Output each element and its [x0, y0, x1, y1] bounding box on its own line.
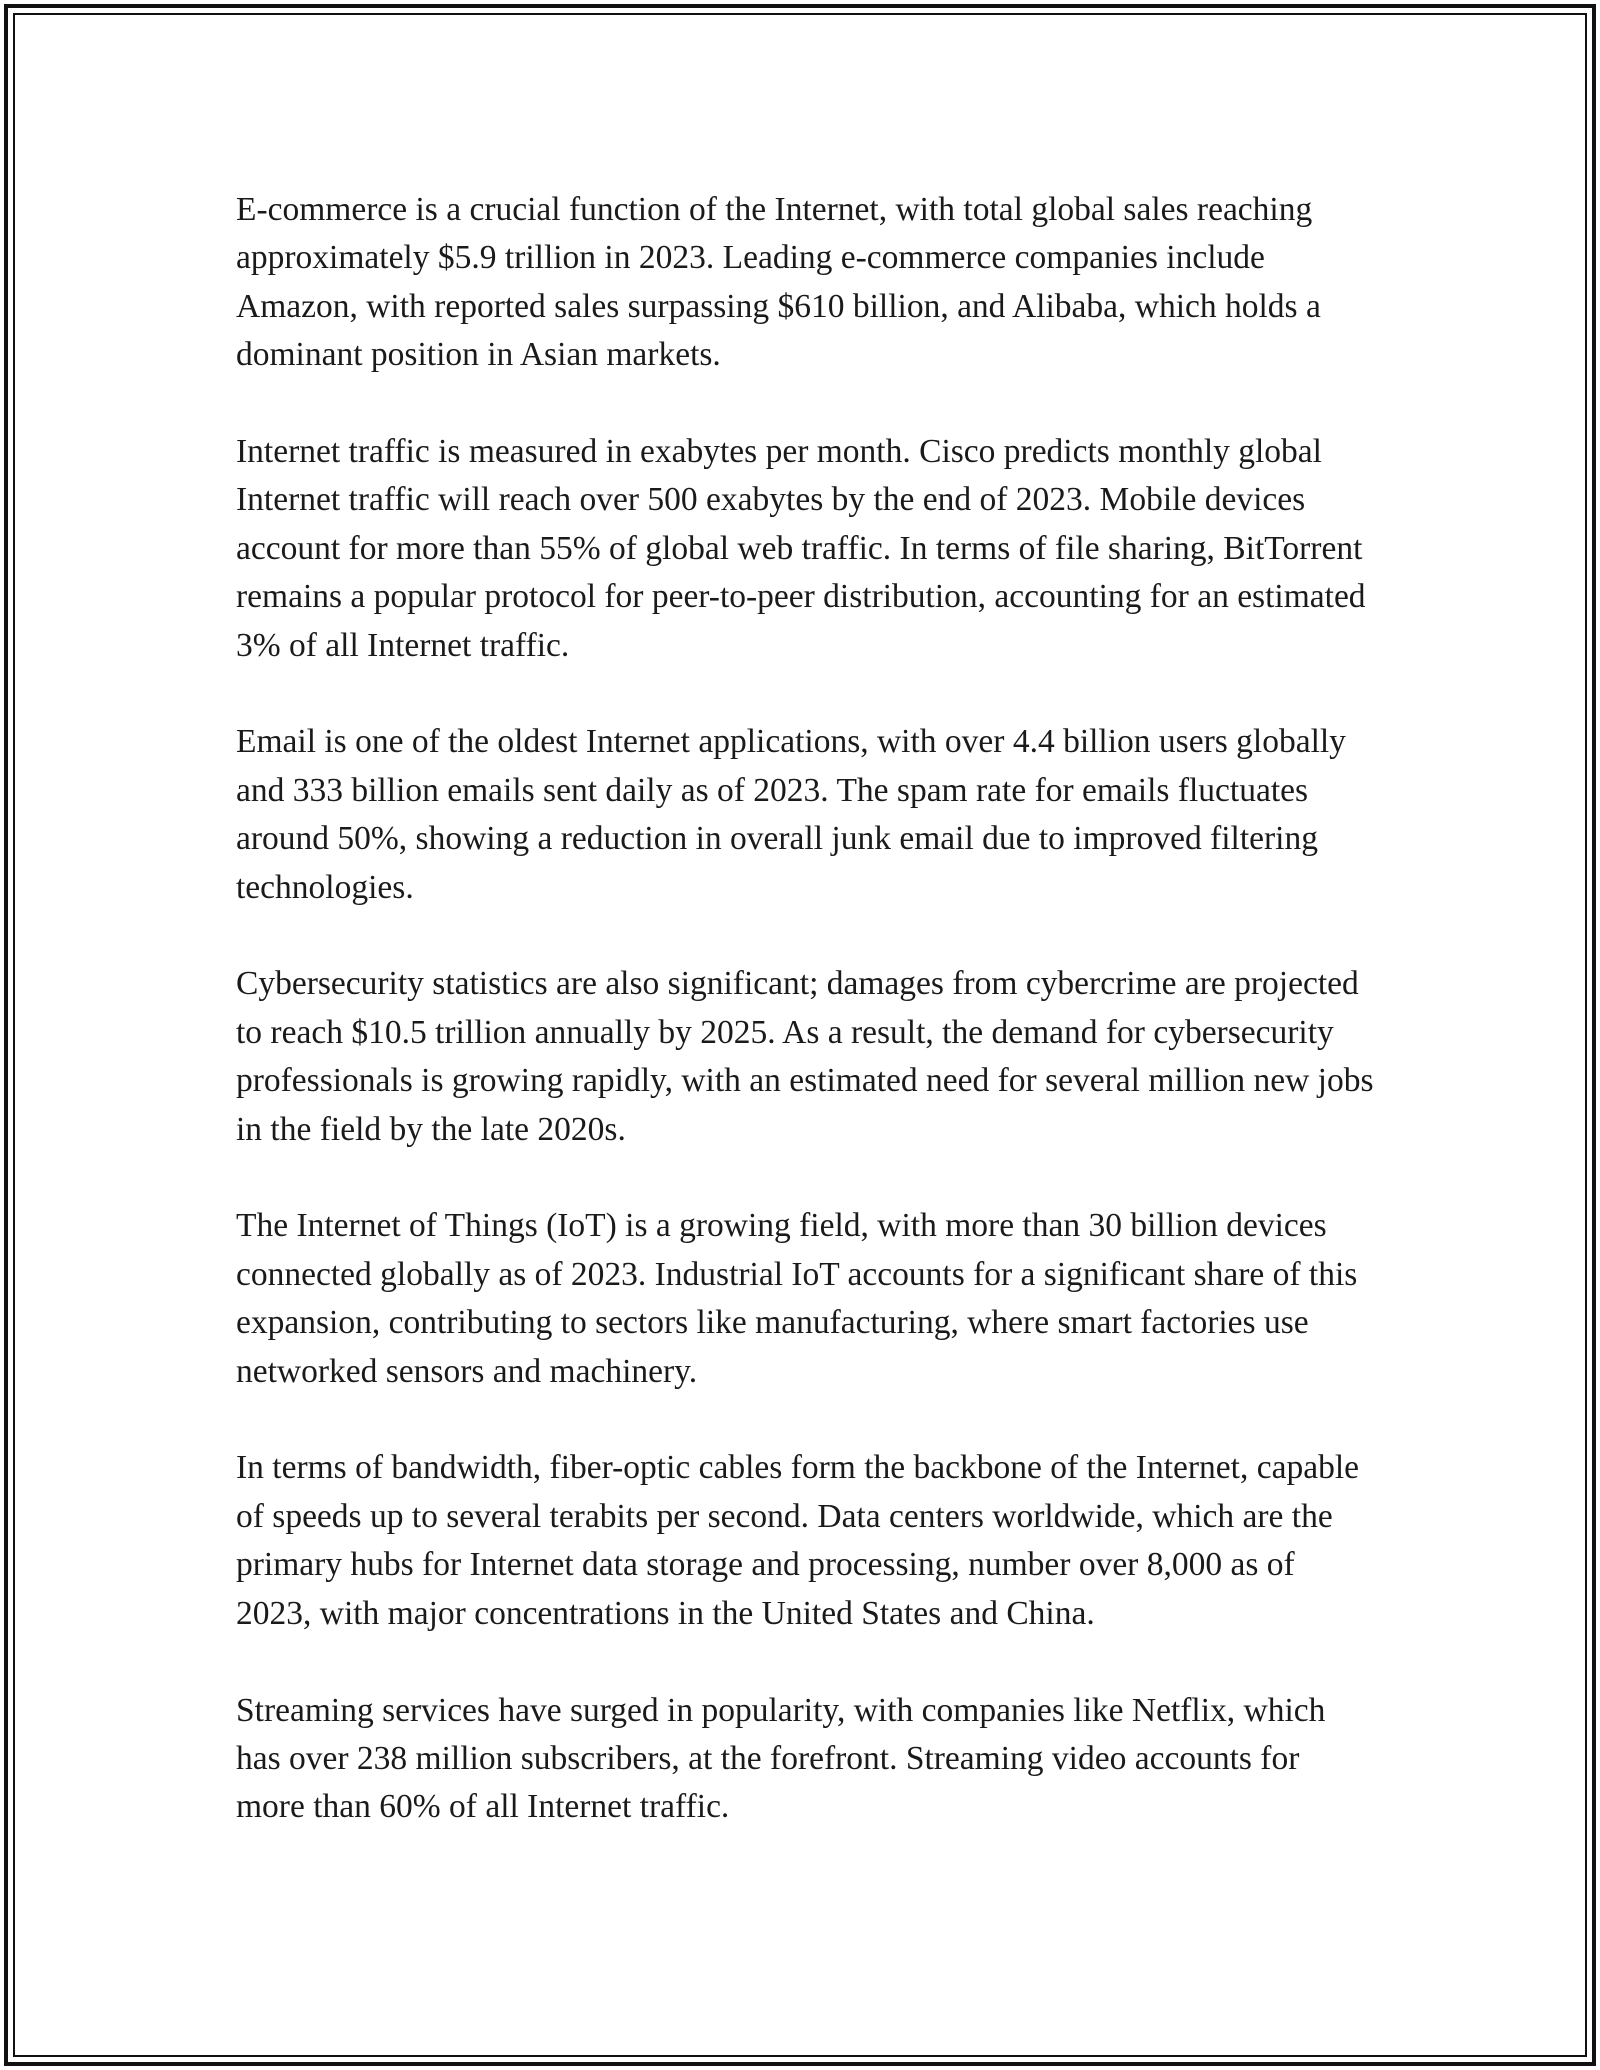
paragraph-cybersecurity: Cybersecurity statistics are also significant; damages from cybercrime are projected to reach $10.5 trillion annually by 2025. As a result, the demand for cybersecurity professionals is growing rapidly, with an estimated need for several million new jobs in the field by the late 2020s.: [236, 965, 1374, 1148]
paragraph-internet-traffic: Internet traffic is measured in exabytes per month. Cisco predicts monthly global Internet traffic will reach over 500 exabytes by the end of 2023. Mobile devices account for more than 55% of global web traffic. In terms of file sharing, BitTorrent remains a popular protocol for peer-to-peer distribution, accounting for an estimated 3% of all Internet traffic.: [236, 433, 1366, 664]
paragraph-iot: The Internet of Things (IoT) is a growing field, with more than 30 billion devices connected globally as of 2023. Industrial IoT accounts for a significant share of this expansion, contributing to sectors like manufacturing, where smart factories use networked sensors and machinery.: [236, 1207, 1358, 1390]
paragraph-bandwidth: In terms of bandwidth, fiber-optic cables form the backbone of the Internet, capable of speeds up to several terabits per second. Data centers worldwide, which are the primary hubs for Internet data storage and processing, number over 8,000 as of 2023, with major concentrations in the United States and China.: [236, 1449, 1360, 1632]
paragraph-streaming: Streaming services have surged in popularity, with companies like Netflix, which has over 238 million subscribers, at the forefront. Streaming video accounts for more than 60% of all Internet traffic.: [236, 1691, 1326, 1826]
paragraph-email: Email is one of the oldest Internet applications, with over 4.4 billion users globally and 333 billion emails sent daily as of 2023. The spam rate for emails fluctuates around 50%, showing a reduction in overall junk email due to improved filtering technologies.: [236, 723, 1346, 906]
document-body: [236, 186, 1376, 1880]
paragraph-ecommerce: E-commerce is a crucial function of the Internet, with total global sales reaching approximately $5.9 trillion in 2023. Leading e-commerce companies include Amazon, with reported sales surpassing $610 billion, and Alibaba, which holds a dominant position in Asian markets.: [236, 191, 1321, 374]
